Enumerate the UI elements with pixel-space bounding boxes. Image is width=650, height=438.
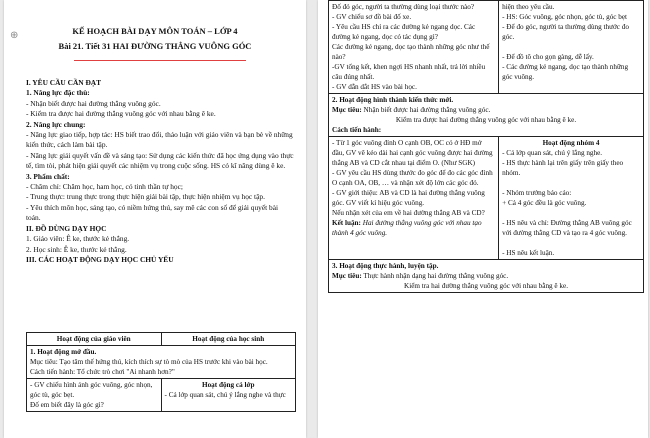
activity-goal [332, 105, 640, 115]
cell-line: - Để đồ tô cho gọn gàng, dễ lấy. [502, 53, 594, 61]
body-line: - Trung thực: trung thực trong thực hiện giải bài tập, thực hiện nhiệm vụ học tập. [26, 192, 265, 202]
cell-line: - GV yêu cầu HS dùng thước đo góc để đo các góc đỉnh O cạnh OA, OB, … và nhận xét độ lớn các góc đó. [332, 169, 493, 187]
body-line: 2. Học sinh: Ê ke, thước kẻ thẳng. [26, 244, 127, 254]
document-page-right [318, 0, 648, 438]
conclusion-label: Kết luận: [332, 219, 361, 227]
cell-line: Đố em biết đây là góc gì? [30, 401, 104, 409]
body-line: - Kiểm tra được hai đường thẳng vuông góc với nhau bằng ê ke. [26, 109, 216, 119]
cell-line: - Yêu cầu HS chỉ ra các đường kẻ ngang dọc. Các đường kẻ ngang, dọc có tác dụng gì? [332, 23, 476, 41]
cell-line: - GV chiếu sơ đồ bài đố xe. [332, 13, 412, 21]
section-heading: 3. Phẩm chất: [26, 171, 70, 181]
activity-goal: Mục tiêu: Tạo tâm thế hứng thú, kích thích sự tò mò của HS trước khi vào bài học. [30, 358, 268, 366]
lesson-title: KẾ HOẠCH BÀI DẠY MÔN TOÁN – LỚP 4 [72, 26, 238, 36]
cell-line: Các đường kẻ ngang, dọc tạo thành những góc như thế nào? [332, 43, 490, 61]
cell-line [502, 208, 640, 218]
table-cell [329, 137, 499, 260]
conclusion-line [332, 218, 495, 238]
cell-subheading: Hoạt động cả lớp [201, 381, 255, 389]
goal-text: Thực hành nhận dạng hai đường thẳng vuông góc. [363, 272, 509, 280]
table-row [27, 379, 296, 412]
section-heading: 1. Năng lực đặc thù: [26, 88, 90, 98]
table-row [27, 346, 296, 379]
document-page-left [4, 0, 306, 438]
body-line: - Chăm chỉ: Chăm học, ham học, có tinh thần tự học; [26, 182, 183, 192]
table-cell [329, 1, 499, 94]
goal-label: Mục tiêu: [332, 272, 362, 280]
section-heading: I. YÊU CẦU CẦN ĐẠT [26, 78, 102, 87]
cell-line [502, 238, 640, 248]
move-handle-icon[interactable]: ⊕ [10, 30, 19, 41]
cell-line: - HS nêu kết luận. [502, 249, 555, 257]
cell-line [502, 42, 640, 52]
activity-heading: 3. Hoạt động thực hành, luyện tập. [332, 262, 439, 270]
cell-line: - Từ 1 góc vuông đỉnh O cạnh OB, OC có ở HĐ mở đầu, GV vẽ kéo dài hai cạnh góc vuông được hai đường thẳng AB và CD cắt nhau tại điểm O. (Như SGK) [332, 139, 493, 167]
cell-line: - HS: Góc vuông, góc nhọn, góc tù, góc bẹt [502, 13, 628, 21]
cell-line: + Cả 4 góc đều là góc vuông. [502, 199, 587, 207]
table-header-row [27, 333, 296, 346]
goal-text: Nhận biết được hai đường thẳng vuông góc. [363, 106, 491, 114]
cell-line: hiện theo yêu cầu. [502, 3, 555, 11]
table-header: Hoạt động của giáo viên [27, 333, 162, 346]
cell-line: - GV dẫn dắt HS vào bài học. [332, 83, 417, 91]
table-cell [27, 346, 296, 379]
activity-goal [332, 271, 640, 281]
cell-line: - HS thực hành lại trên giấy trên giấy theo nhóm. [502, 159, 624, 177]
activity-table-continued [328, 0, 644, 293]
goal-text: Kiểm tra được hai đường thẳng vuông góc với nhau bằng ê ke. [395, 116, 577, 124]
body-line: - Năng lực giải quyết vấn đề và sáng tạo: Sử dụng các kiến thức đã học ứng dụng vào thực tế, tìm tòi, phát hiện giải quyết các nhiệm vụ trong cuộc sống. HS có kĩ năng dùng ê ke. [26, 150, 294, 171]
activity-heading: 1. Hoạt động mở đầu. [30, 348, 97, 356]
conclusion-text: Hai đường thẳng vuông góc với nhau tạo thành 4 góc vuông. [332, 219, 482, 237]
cell-line: - Các đường kẻ ngang, dọc tạo thành những góc vuông. [502, 63, 629, 81]
table-row [329, 260, 644, 293]
table-cell [329, 94, 644, 137]
table-header: Hoạt động của học sinh [161, 333, 296, 346]
cell-line: - Để đo góc, người ta thường dùng thước đo góc. [502, 23, 629, 41]
lesson-subtitle: Bài 21. Tiết 31 HAI ĐƯỜNG THẲNG VUÔNG GÓC [58, 41, 252, 51]
goal-label: Mục tiêu: [332, 106, 362, 114]
method-label: Cách tiến hành: [332, 126, 382, 134]
cell-line: - Nhóm trưởng báo cáo: [502, 189, 572, 197]
section-heading: 2. Năng lực chung: [26, 119, 86, 129]
activity-heading: 2. Hoạt động hình thành kiến thức mới. [332, 96, 454, 104]
title-underline [74, 60, 246, 61]
body-line: - Năng lực giao tiếp, hợp tác: HS biết trao đổi, thảo luận với giáo viên và bạn bè về những kiến thức, cách làm bài tập. [26, 130, 293, 150]
table-cell [329, 260, 644, 293]
activity-method: Cách tiến hành: Tổ chức trò chơi "Ai nhanh hơn?" [30, 368, 175, 376]
body-line: - Nhận biết được hai đường thẳng vuông góc. [26, 98, 161, 108]
body-line: 1. Giáo viên: Ê ke, thước kẻ thẳng. [26, 234, 130, 244]
cell-line: - GV chiếu hình ảnh góc vuông, góc nhọn, góc tù, góc bẹt. [30, 381, 153, 399]
lesson-body [26, 78, 294, 265]
table-cell [499, 1, 644, 94]
cell-line: Nếu nhận xét của em về hai đường thẳng AB và CD? [332, 209, 485, 217]
section-heading: II. ĐỒ DÙNG DẠY HỌC [26, 223, 107, 233]
body-line: - Yêu thích môn học, sáng tạo, có niềm hứng thú, say mê các con số để giải quyết bài toán. [26, 202, 279, 223]
section-heading: III. CÁC HOẠT ĐỘNG DẠY HỌC CHỦ YẾU [26, 254, 174, 264]
goal-text: Kiểm tra hai đường thẳng vuông góc với nhau bằng ê ke. [404, 282, 568, 290]
table-cell [27, 379, 162, 412]
activity-table [26, 332, 296, 412]
cell-subheading: Hoạt động nhóm 4 [542, 139, 600, 147]
cell-line: - Cả lớp quan sát, chú ý lắng nghe. [502, 149, 603, 157]
cell-line: - Cả lớp quan sát, chú ý lắng nghe và thực [164, 391, 286, 399]
table-row [329, 94, 644, 137]
cell-line: - HS nêu và chỉ: Đường thẳng AB vuông góc với đường thẳng CD và tạo ra 4 góc vuông. [502, 219, 632, 237]
cell-line: - GV giới thiệu: AB và CD là hai đường thẳng vuông góc. GV viết kí hiệu góc vuông. [332, 189, 485, 207]
table-cell [161, 379, 296, 412]
table-row [329, 1, 644, 94]
table-row [329, 137, 644, 260]
cell-line [502, 178, 640, 188]
cell-line: -GV tổng kết, khen ngợi HS nhanh nhất, trả lời nhiều câu đúng nhất. [332, 63, 486, 81]
cell-line: Đố đó góc, người ta thường dùng loại thước nào? [332, 3, 475, 11]
table-cell [499, 137, 644, 260]
